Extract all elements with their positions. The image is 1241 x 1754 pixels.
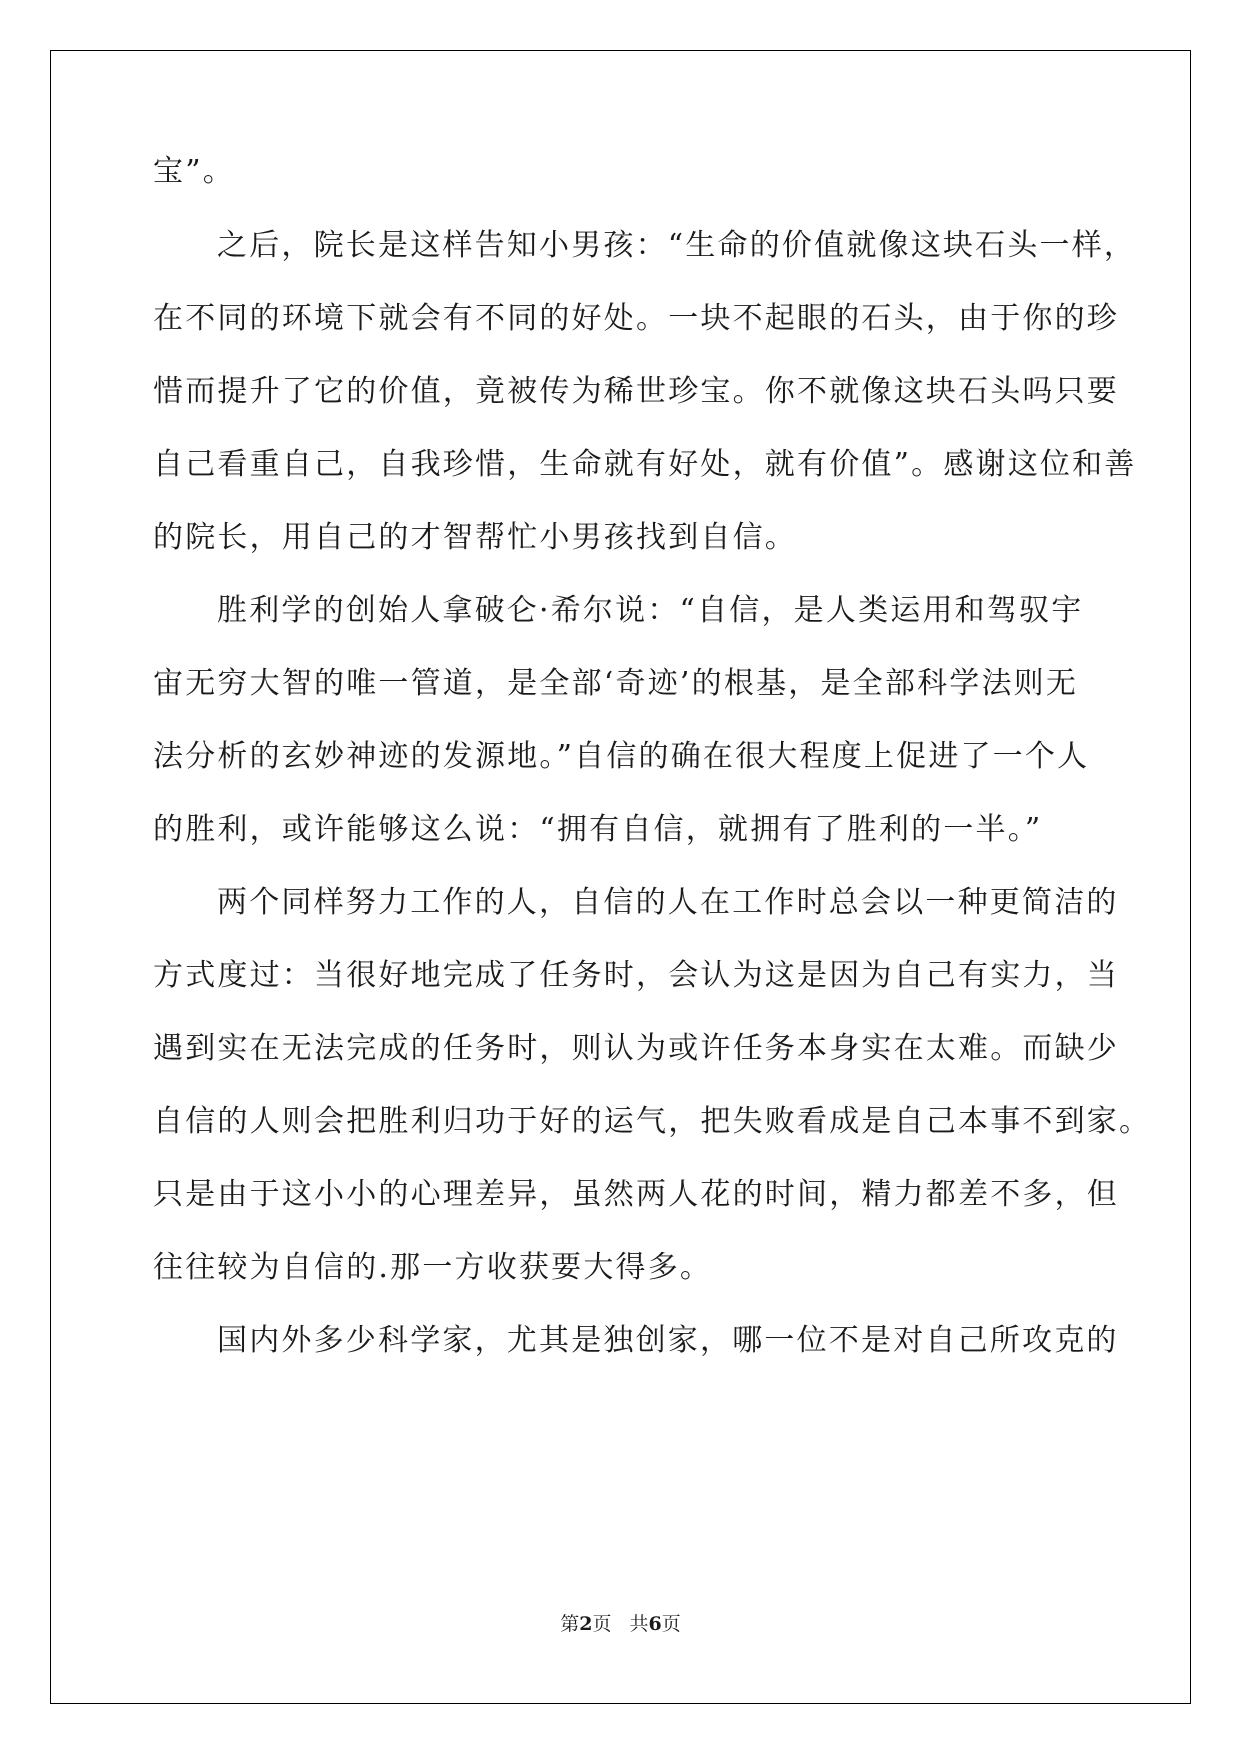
text-line: 往往较为自信的.那一方收获要大得多。 <box>153 1250 713 1285</box>
paragraph-first-line: 两个同样努力工作的人，自信的人在工作时总会以一种更简洁的 <box>217 885 1119 920</box>
paragraph-first-line: 国内外多少科学家，尤其是独创家，哪一位不是对自己所攻克的 <box>217 1323 1119 1358</box>
text-line: 的院长，用自己的才智帮忙小男孩找到自信。 <box>153 520 797 555</box>
text-line: 宝”。 <box>153 154 235 189</box>
paragraph-first-line: 之后，院长是这样告知小男孩：“生命的价值就像这块石头一样， <box>217 228 1137 263</box>
total-prefix: 共 <box>629 1613 649 1635</box>
text-line: 方式度过：当很好地完成了任务时，会认为这是因为自己有实力，当 <box>153 958 1119 993</box>
total-suffix: 页 <box>661 1613 681 1635</box>
text-line: 遇到实在无法完成的任务时，则认为或许任务本身实在太难。而缺少 <box>153 1031 1119 1066</box>
text-line: 的胜利，或许能够这么说：“拥有自信，就拥有了胜利的一半。” <box>153 812 1043 847</box>
text-line: 自己看重自己，自我珍惜，生命就有好处，就有价值”。感谢这位和善 <box>153 447 1137 482</box>
page-total: 6 <box>648 1613 662 1635</box>
text-line: 宙无穷大智的唯一管道，是全部‘奇迹’的根基，是全部科学法则无 <box>153 666 1079 701</box>
text-line: 法分析的玄妙神迹的发源地。”自信的确在很大程度上促进了一个人 <box>153 739 1090 774</box>
text-line: 惜而提升了它的价值，竟被传为稀世珍宝。你不就像这块石头吗只要 <box>153 374 1119 409</box>
page-prefix: 第 <box>560 1613 580 1635</box>
text-line: 只是由于这小小的心理差异，虽然两人花的时间，精力都差不多，但 <box>153 1177 1119 1212</box>
text-line: 在不同的环境下就会有不同的好处。一块不起眼的石头，由于你的珍 <box>153 301 1119 336</box>
page-number: 2 <box>579 1613 593 1635</box>
paragraph-first-line: 胜利学的创始人拿破仑·希尔说：“自信，是人类运用和驾驭宇 <box>217 593 1084 628</box>
text-line: 自信的人则会把胜利归功于好的运气，把失败看成是自己本事不到家。 <box>153 1104 1152 1139</box>
page-footer <box>0 1612 1241 1636</box>
page-suffix: 页 <box>592 1613 612 1635</box>
